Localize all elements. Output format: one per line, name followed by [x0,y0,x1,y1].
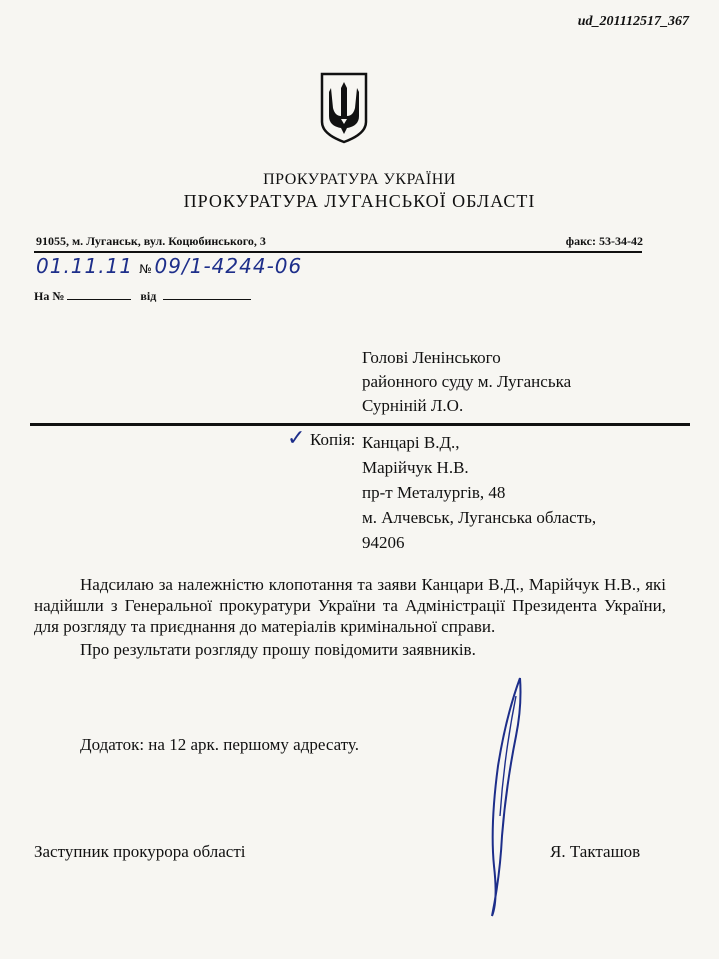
ref-date-blank [163,287,251,300]
body-paragraph: Про результати розгляду прошу повідомити заявників. [80,640,476,659]
ref-from-label: від [140,289,157,303]
registration-date: 01.11.11 [36,254,134,278]
trident-emblem-icon [318,72,370,144]
addressee-block [362,346,571,418]
org-address: 91055, м. Луганськ, вул. Коцюбинського, 3 [36,234,266,248]
copy-line: пр-т Металургів, 48 [362,483,506,502]
signatory-title: Заступник прокурора області [34,842,246,861]
registration-number-label: № [139,262,153,276]
addressee-line: Голові Ленінського [362,348,501,367]
addressee-line: Сурніній Л.О. [362,396,464,415]
copy-label: Копія: [310,430,356,449]
reference-line [34,287,251,304]
attachment-note: Додаток: на 12 арк. першому адресату. [80,735,359,754]
document-id: ud_201112517_367 [577,14,689,29]
header-rule [34,251,642,253]
checkmark-icon: ✓ [287,426,306,451]
org-name-ukraine: ПРОКУРАТУРА УКРАЇНИ [263,171,456,188]
ref-number-label: На № [34,289,65,303]
copy-recipient-block [362,430,596,555]
letter-body [34,574,666,660]
handwritten-signature [476,676,556,921]
copy-line: 94206 [362,533,405,552]
registration-stamp [36,254,302,278]
addressee-line: районного суду м. Луганська [362,372,572,391]
org-fax: факс: 53-34-42 [565,234,643,248]
fold-rule [30,423,690,426]
org-name-region: ПРОКУРАТУРА ЛУГАНСЬКОЇ ОБЛАСТІ [183,191,536,211]
signatory-name: Я. Такташов [550,842,641,861]
registration-number: 09/1-4244-06 [154,254,303,278]
ref-number-blank [67,287,131,300]
copy-line: Марійчук Н.В. [362,458,469,477]
copy-line: Канцарі В.Д., [362,433,460,452]
body-paragraph: Надсилаю за належністю клопотання та заяви Канцари В.Д., Марійчук Н.В., які надійшли з Генеральної прокуратури України та Адміністрації Президента України, для розгляду та приєднання до матеріалів кримінальної справи. [34,575,666,636]
copy-line: м. Алчевськ, Луганська область, [362,508,597,527]
